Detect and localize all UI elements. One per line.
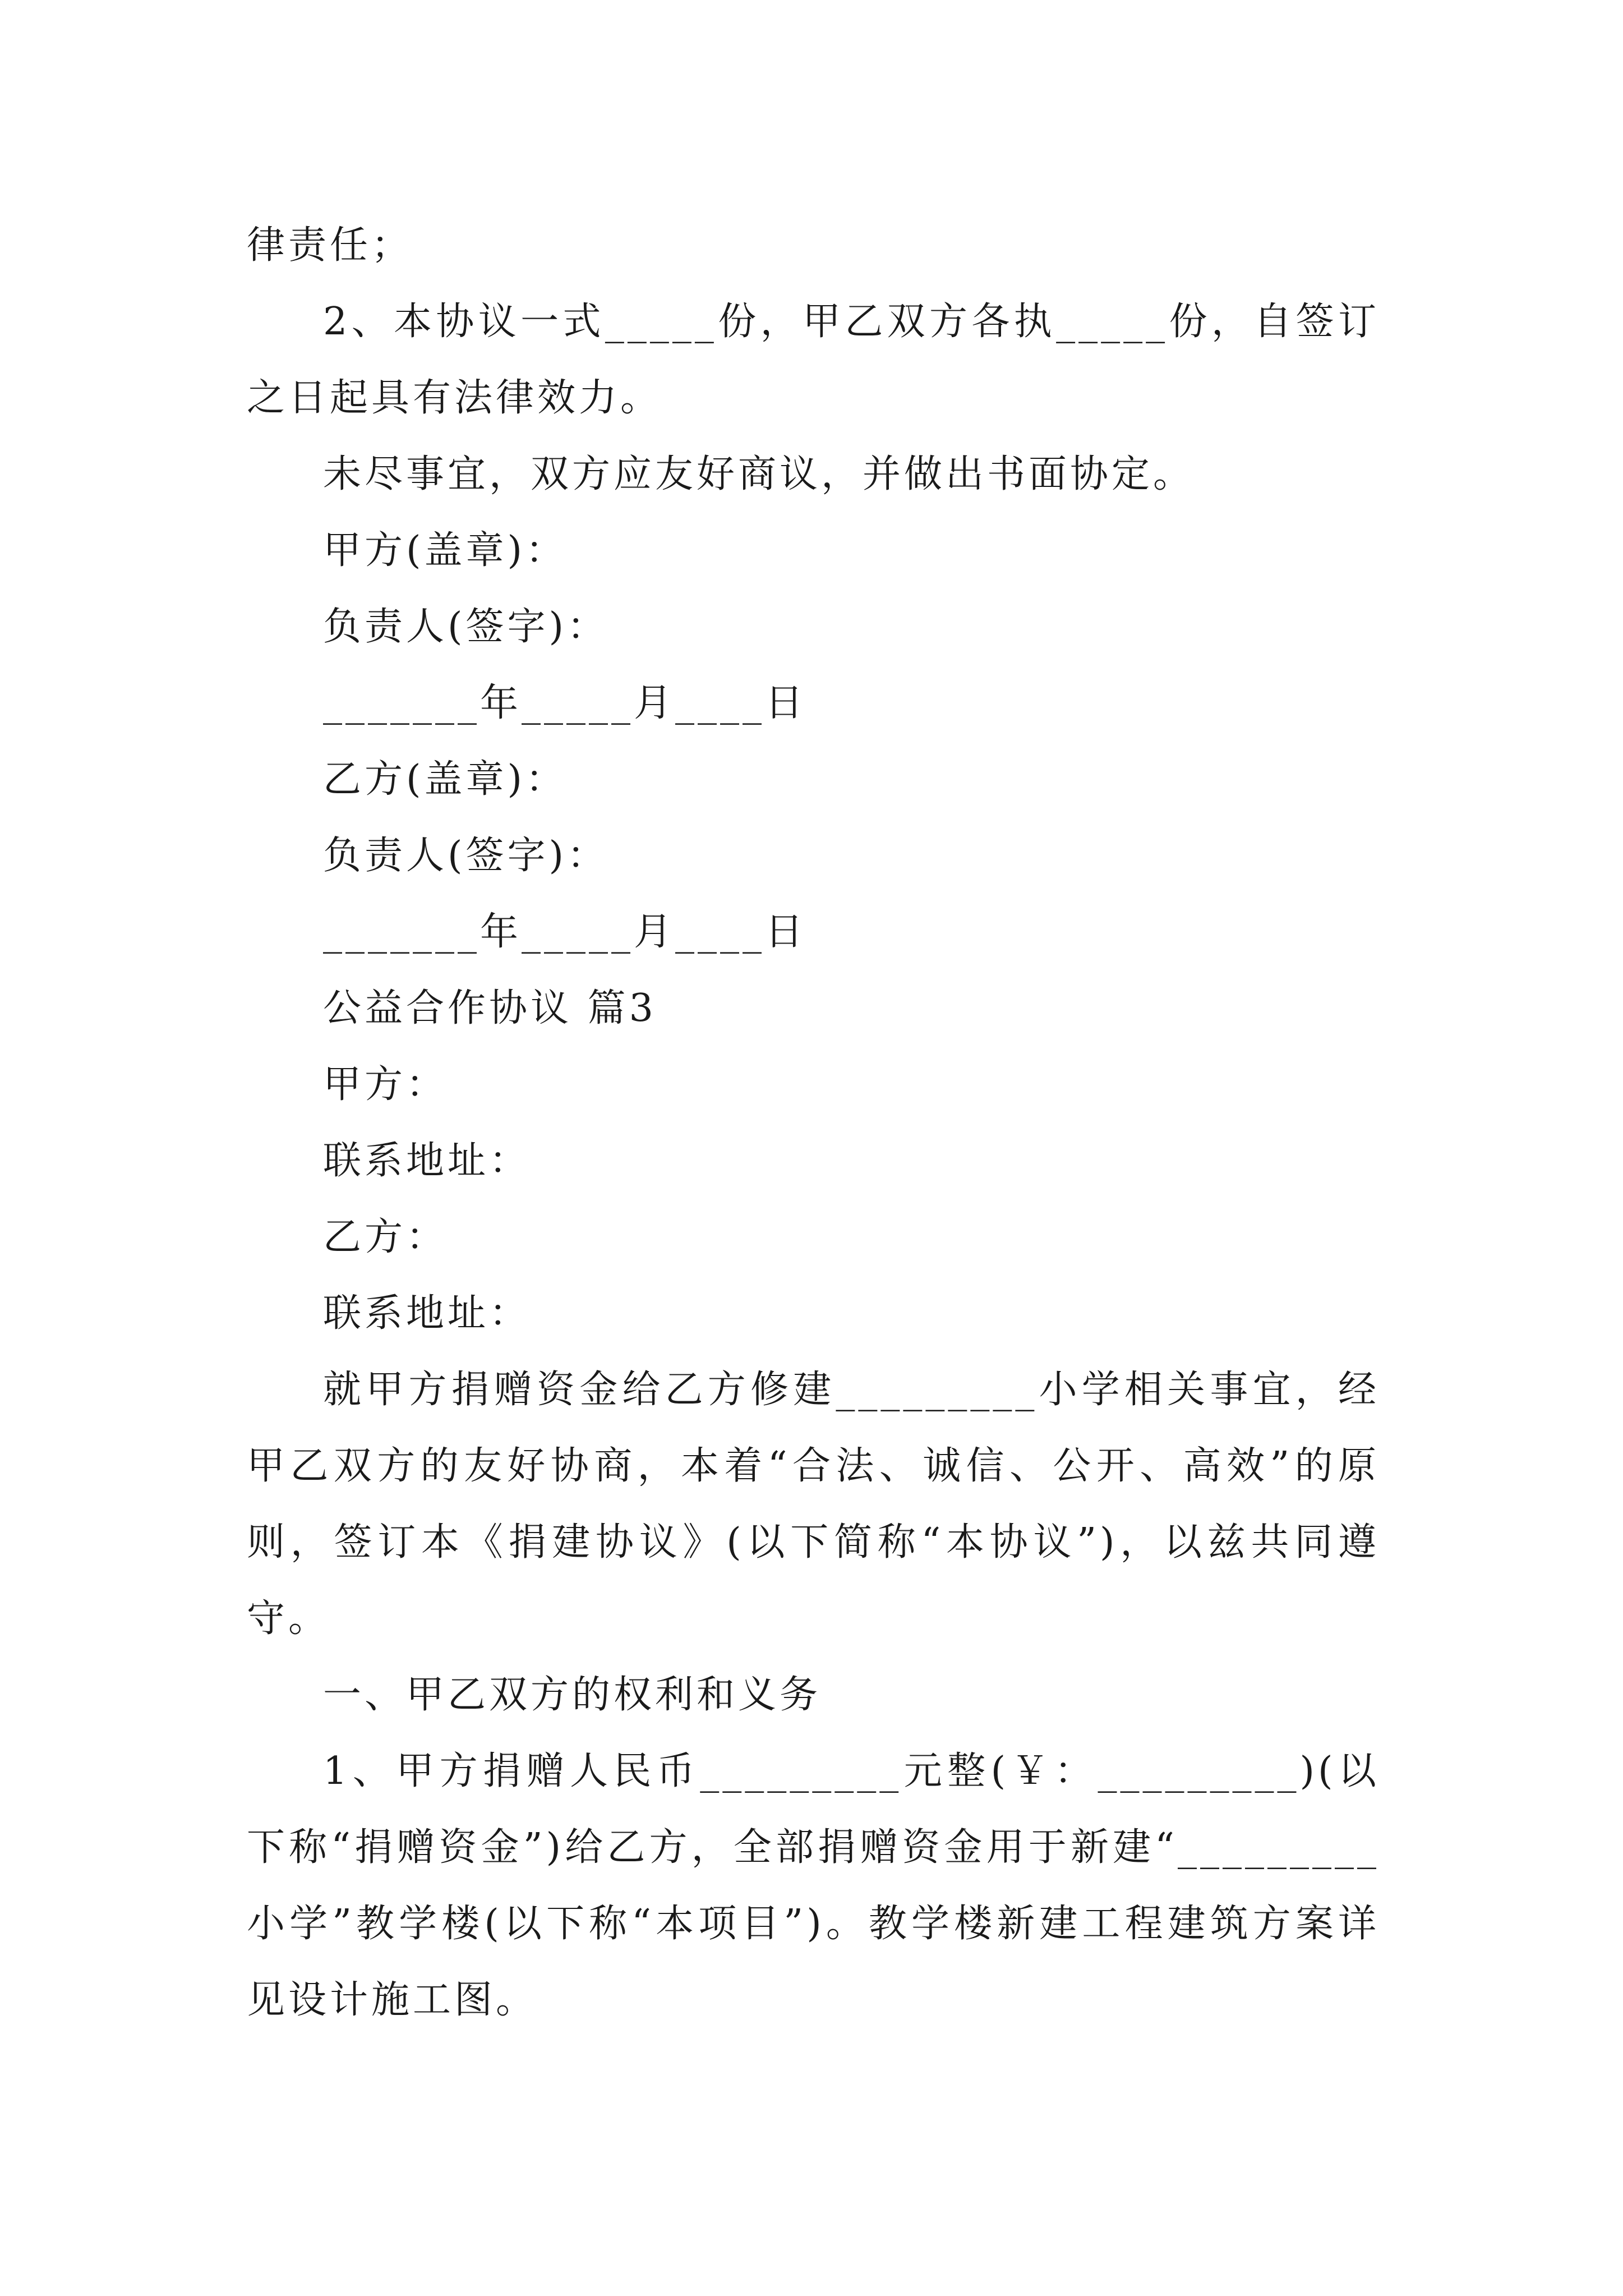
- party-b-date-line: _______年_____月____日: [323, 910, 807, 954]
- paragraph-donation-clause: 1、甲方捐赠人民币_________元整(￥：_________)(以下称“捐赠资金”)给乙方，全部捐赠资金用于新建“_________小学”教学楼(以下称“本项目”)。教学楼新建工程建筑方案详见设计施工图。: [247, 1749, 1380, 2022]
- party-a-address-label: 联系地址：: [323, 1139, 531, 1183]
- party-a-signature-line: 负责人(签字)：: [323, 605, 609, 649]
- document-body: [247, 208, 1380, 2039]
- section-title: 公益合作协议 篇3: [323, 986, 657, 1030]
- paragraph-copies-clause: 2、本协议一式_____份，甲乙双方各执_____份，自签订之日起具有法律效力。: [247, 300, 1380, 420]
- heading-rights-obligations: 一、甲乙双方的权利和义务: [323, 1673, 822, 1717]
- paragraph-continuation: 律责任；: [247, 223, 413, 268]
- paragraph-other-matters: 未尽事宜，双方应友好商议，并做出书面协定。: [323, 452, 1195, 496]
- party-a-label: 甲方：: [323, 1062, 448, 1107]
- paragraph-preamble: 就甲方捐赠资金给乙方修建_________小学相关事宜，经甲乙双方的友好协商，本着“合法、诚信、公开、高效”的原则，签订本《捐建协议》(以下简称“本协议”)，以兹共同遵守。: [247, 1368, 1380, 1641]
- party-a-seal-line: 甲方(盖章)：: [323, 528, 568, 573]
- party-a-date-line: _______年_____月____日: [323, 681, 807, 725]
- party-b-seal-line: 乙方(盖章)：: [323, 757, 568, 802]
- party-b-address-label: 联系地址：: [323, 1291, 531, 1336]
- party-b-signature-line: 负责人(签字)：: [323, 834, 609, 878]
- party-b-label: 乙方：: [323, 1215, 448, 1259]
